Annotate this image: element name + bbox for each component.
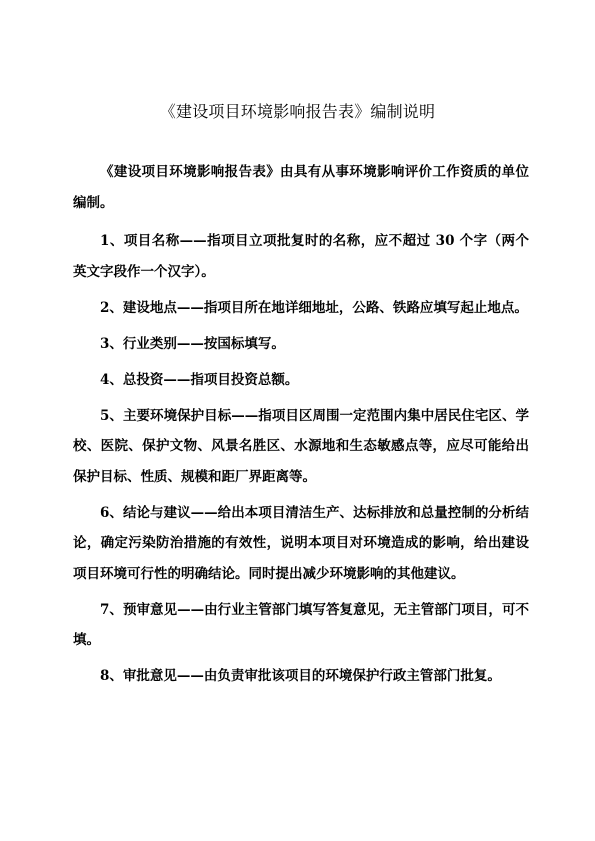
item-conclusions: 6、结论与建议——给出本项目清洁生产、达标排放和总量控制的分析结论，确定污染防治措施的有效性，说明本项目对环境造成的影响，给出建设项目环境可行性的明确结论。同时提出减少环境影响的其他建议。 xyxy=(73,504,529,582)
document-body xyxy=(73,157,529,697)
document-title: 《建设项目环境影响报告表》编制说明 xyxy=(159,102,436,121)
item-total-investment: 4、总投资——指项目投资总额。 xyxy=(100,371,299,388)
item-preliminary-review: 7、预审意见——由行业主管部门填写答复意见，无主管部门项目，可不填。 xyxy=(73,601,529,648)
item-construction-site: 2、建设地点——指项目所在地详细地址，公路、铁路应填写起止地点。 xyxy=(100,299,528,316)
item-project-name: 1、项目名称——指项目立项批复时的名称，应不超过 30 个字（两个英文字段作一个汉字）。 xyxy=(73,233,529,280)
intro-paragraph: 《建设项目环境影响报告表》由具有从事环境影响评价工作资质的单位编制。 xyxy=(73,164,529,211)
item-industry-category: 3、行业类别——按国标填写。 xyxy=(100,335,285,352)
item-protection-targets: 5、主要环境保护目标——指项目区周围一定范围内集中居民住宅区、学校、医院、保护文物、风景名胜区、水源地和生态敏感点等，应尽可能给出保护目标、性质、规模和距厂界距离等。 xyxy=(73,407,529,485)
item-approval-opinion: 8、审批意见——由负责审批该项目的环境保护行政主管部门批复。 xyxy=(100,668,501,684)
